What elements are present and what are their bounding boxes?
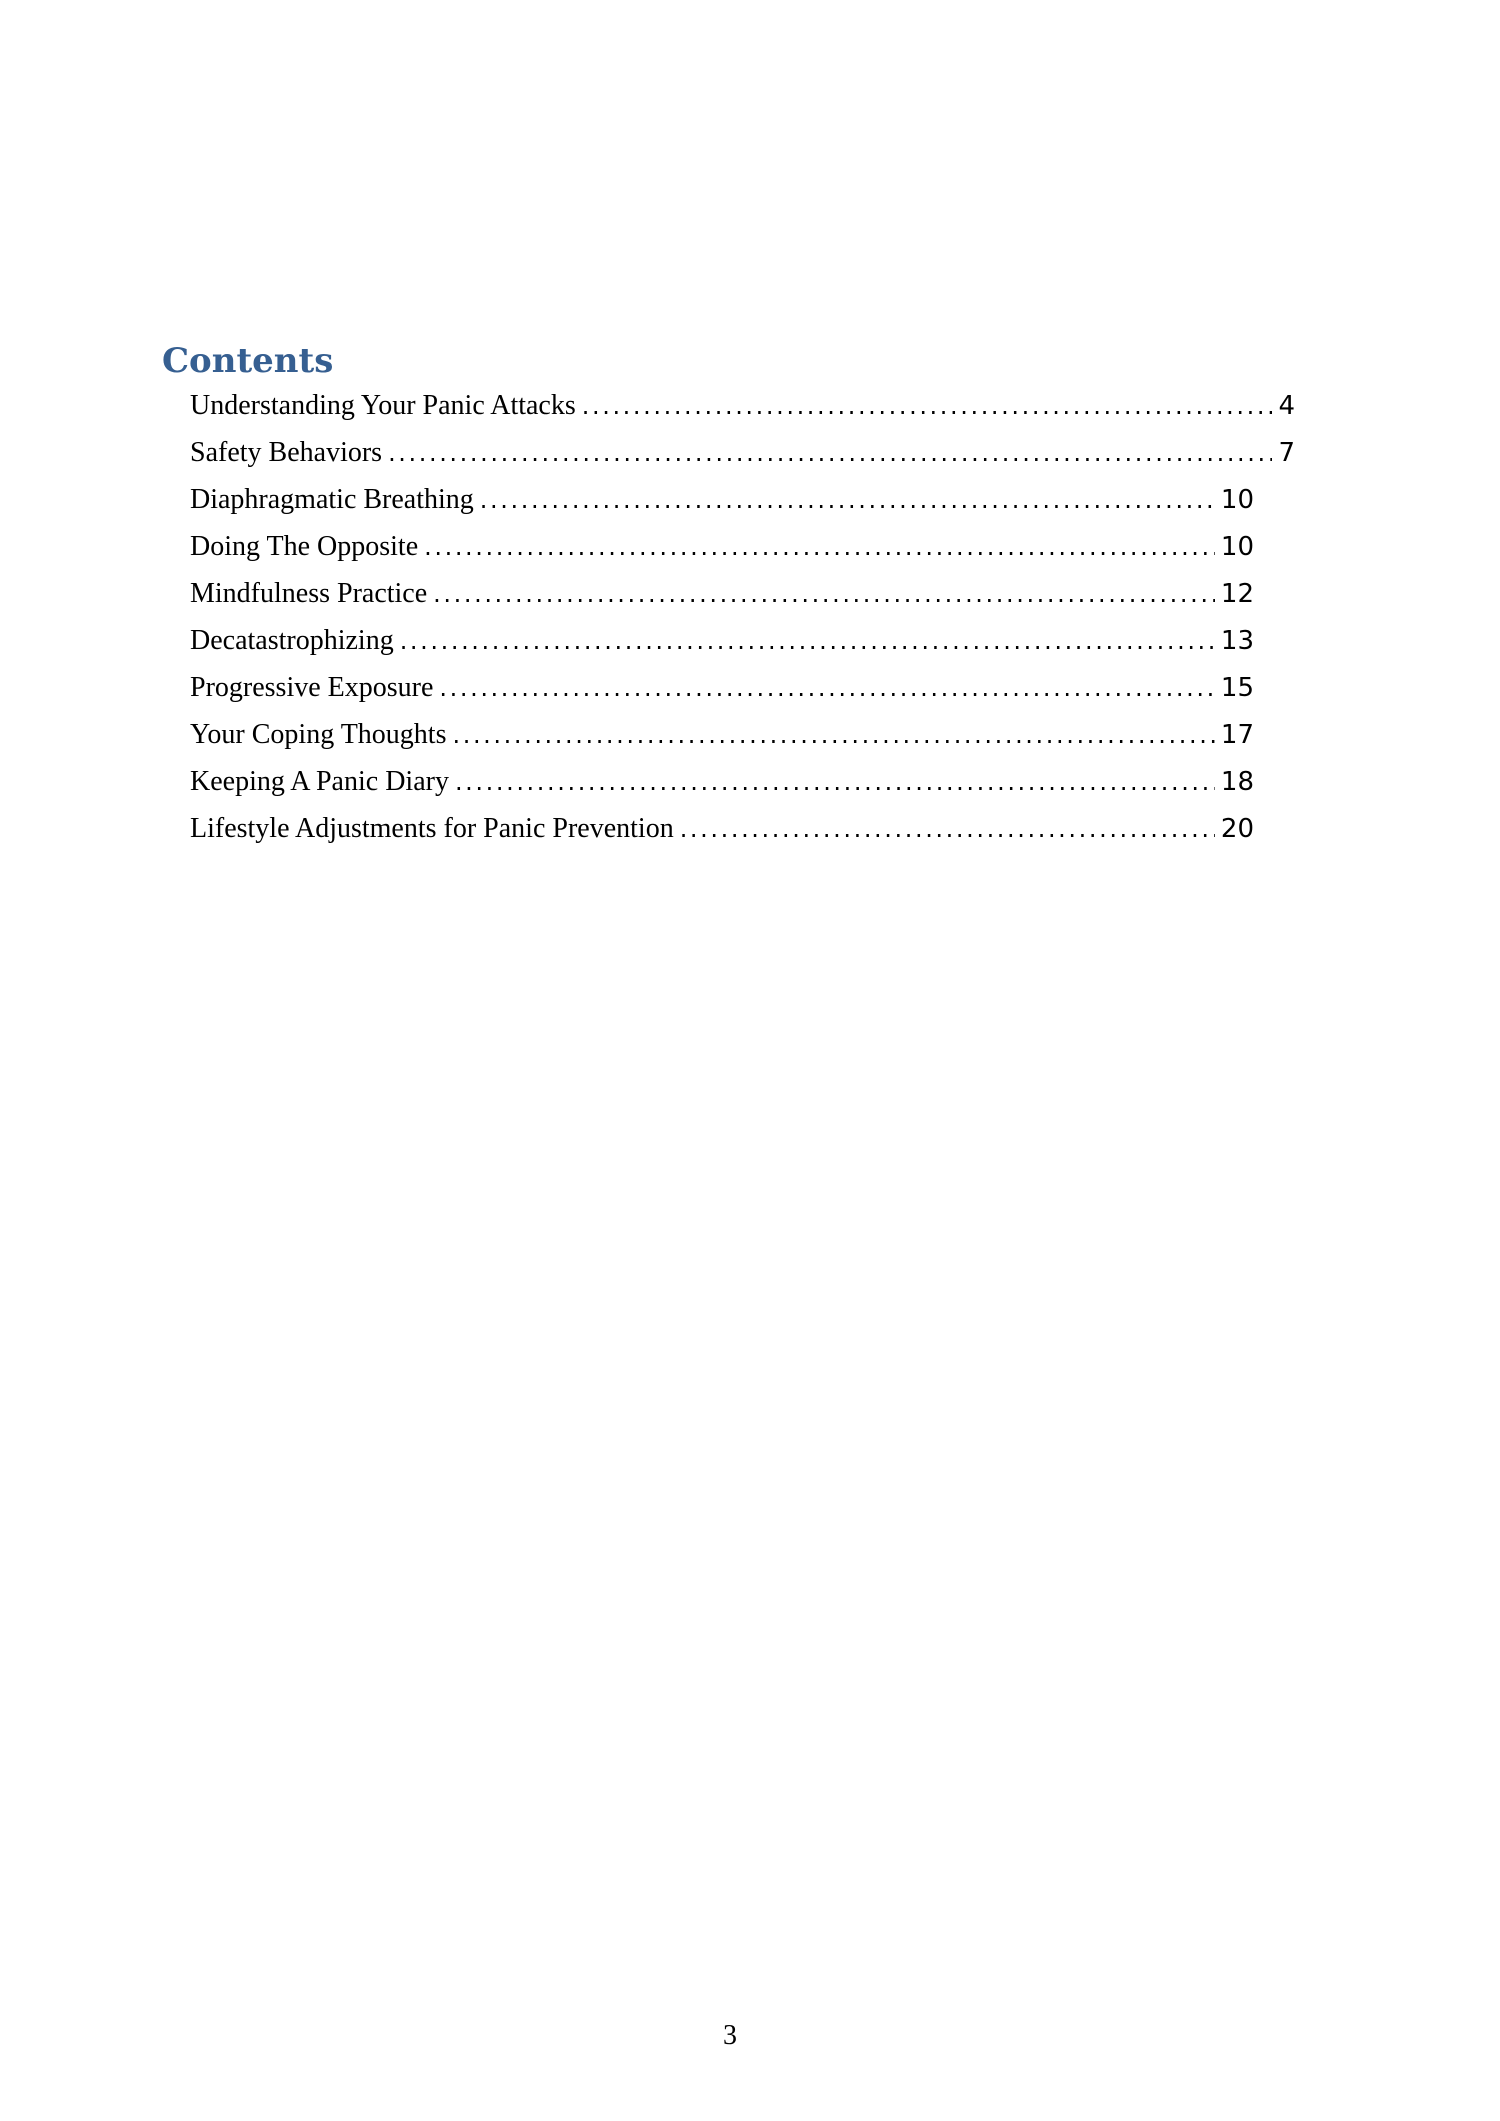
toc-entry[interactable] (190, 523, 1254, 570)
toc-entry-title: Your Coping Thoughts (190, 719, 447, 750)
toc-entry-page: 18 (1220, 767, 1254, 797)
toc-entry[interactable] (190, 805, 1254, 852)
toc-entry-title: Progressive Exposure (190, 672, 434, 703)
table-of-contents (190, 382, 1295, 852)
toc-entry-title: Keeping A Panic Diary (190, 766, 449, 797)
toc-dot-leader (388, 430, 1272, 477)
toc-entry-page: 12 (1220, 579, 1254, 609)
toc-entry-title: Diaphragmatic Breathing (190, 484, 474, 515)
toc-entry-title: Understanding Your Panic Attacks (190, 390, 576, 421)
toc-dot-leader (480, 477, 1215, 524)
toc-entry-title: Doing The Opposite (190, 531, 419, 562)
page-number: 3 (723, 2020, 737, 2051)
toc-dot-leader (455, 759, 1215, 806)
toc-entry-page: 17 (1220, 720, 1254, 750)
toc-entry[interactable] (190, 382, 1295, 429)
toc-dot-leader (680, 806, 1215, 853)
toc-dot-leader (439, 665, 1215, 712)
toc-entry[interactable] (190, 711, 1254, 758)
toc-entry-title: Mindfulness Practice (190, 578, 428, 609)
toc-entry-page: 20 (1220, 814, 1254, 844)
toc-entry-title: Safety Behaviors (190, 437, 383, 468)
toc-dot-leader (424, 524, 1215, 571)
toc-dot-leader (452, 712, 1214, 759)
toc-entry-page: 4 (1278, 391, 1295, 421)
toc-entry[interactable] (190, 570, 1254, 617)
toc-entry[interactable] (190, 476, 1254, 523)
toc-dot-leader (433, 571, 1215, 618)
toc-entry-page: 13 (1220, 626, 1254, 656)
toc-dot-leader (400, 618, 1215, 665)
toc-dot-leader (582, 383, 1273, 430)
toc-entry-page: 10 (1220, 532, 1254, 562)
toc-entry[interactable] (190, 429, 1295, 476)
toc-entry-page: 10 (1220, 485, 1254, 515)
toc-entry-title: Lifestyle Adjustments for Panic Prevention (190, 813, 674, 844)
toc-entry-page: 15 (1220, 673, 1254, 703)
toc-entry[interactable] (190, 664, 1254, 711)
toc-entry[interactable] (190, 758, 1254, 805)
toc-heading: Contents (162, 341, 334, 381)
toc-entry-title: Decatastrophizing (190, 625, 394, 656)
toc-entry-page: 7 (1278, 438, 1295, 468)
toc-entry[interactable] (190, 617, 1254, 664)
